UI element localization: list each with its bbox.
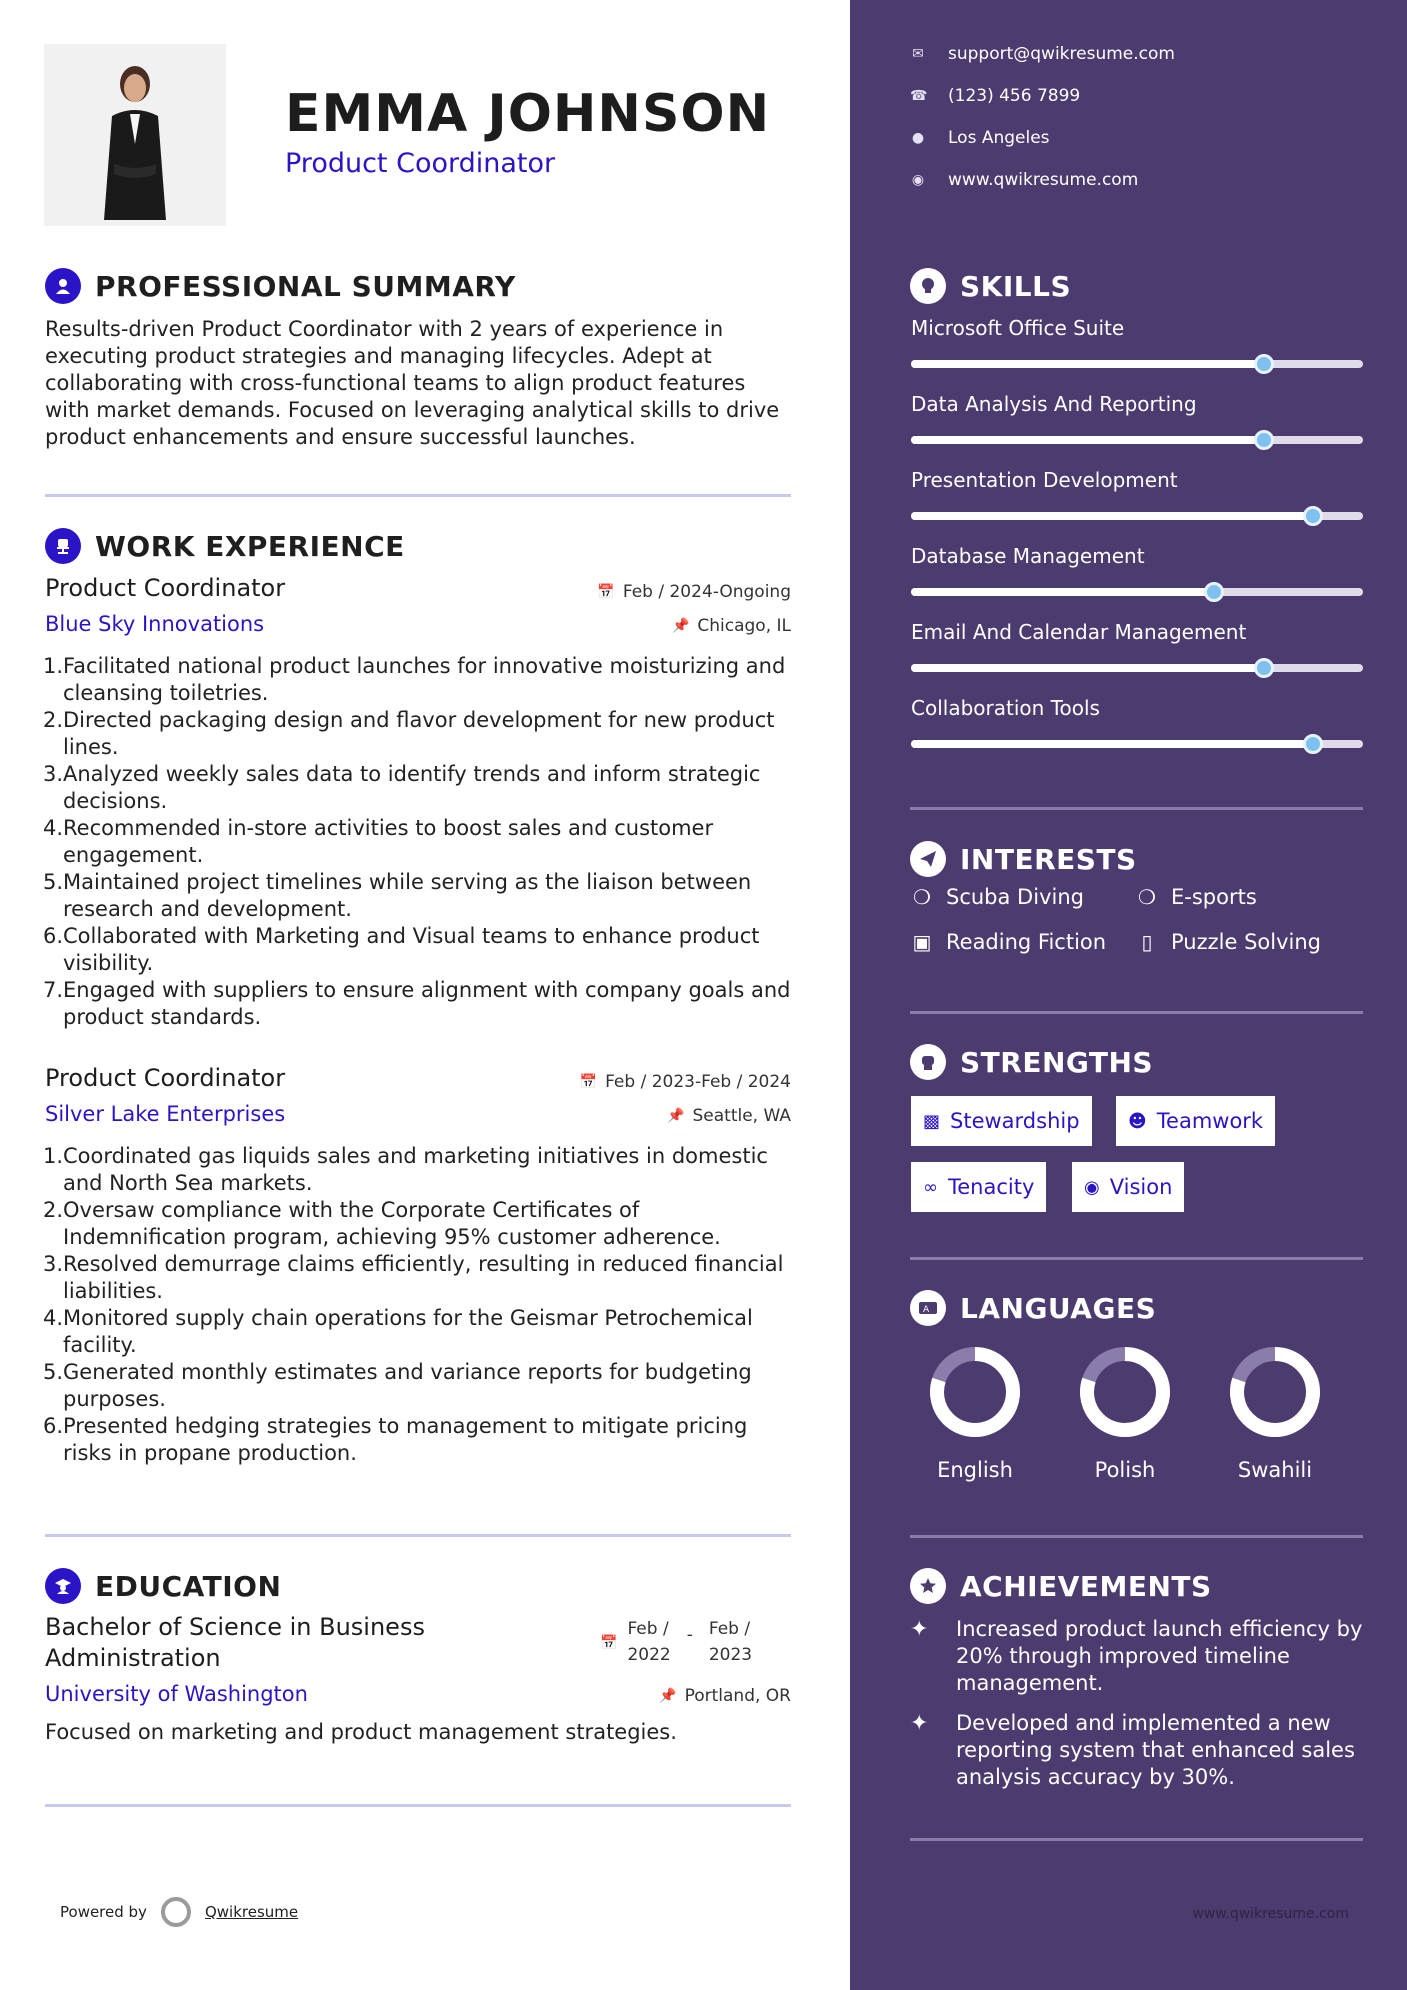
calendar-icon: 📅	[597, 584, 615, 600]
skill-label: Collaboration Tools	[911, 696, 1100, 720]
list-item: 1. Facilitated national product launches for innovative moisturizing and cleansing toiletries.	[43, 654, 786, 705]
list-item: 1. Coordinated gas liquids sales and marketing initiatives in domestic and North Sea markets.	[43, 1144, 768, 1195]
strengths-header	[910, 1044, 1153, 1080]
interest-item: ▣ Reading Fiction	[910, 930, 1106, 954]
calendar-icon: 📅	[579, 1074, 598, 1090]
job-date: 📅 Feb / 2023-Feb / 2024	[579, 1072, 791, 1092]
school-location: 📌 Portland, OR	[659, 1686, 791, 1706]
achievement-item: ✦ Developed and implemented a new reporting system that enhanced sales analysis accuracy by 30%.	[910, 1711, 1355, 1789]
work-header	[45, 528, 405, 564]
fist-icon	[910, 1044, 946, 1080]
link-icon: ∞	[923, 1176, 938, 1198]
lifebuoy-icon: ❍	[913, 885, 931, 909]
skill-bar-fill	[911, 436, 1264, 444]
brand-link[interactable]: Qwikresume	[204, 1903, 299, 1921]
star-icon: ✦	[910, 1711, 929, 1736]
briefcase-icon: ▩	[923, 1110, 941, 1132]
gamepad-icon: ▣	[912, 930, 932, 954]
achievement-item: ✦ Increased product launch efficiency by 20% through improved timeline management.	[910, 1617, 1363, 1695]
skill-bar-fill	[911, 664, 1264, 672]
lightbulb-icon	[910, 268, 946, 304]
star-badge-icon	[910, 1568, 946, 1604]
work-title: WORK EXPERIENCE	[95, 529, 405, 563]
binoculars-icon: ◉	[1084, 1176, 1100, 1198]
language-label: Swahili	[1237, 1458, 1313, 1482]
divider	[910, 1838, 1363, 1841]
language-label: English	[937, 1458, 1013, 1482]
achievements-title: ACHIEVEMENTS	[960, 1569, 1212, 1603]
skill-bar	[911, 360, 1363, 368]
degree: Bachelor of Science in Business Administration	[45, 1613, 425, 1672]
language-item	[910, 1344, 1040, 1482]
pin-icon: 📌	[667, 1108, 685, 1124]
list-item: 7. Engaged with suppliers to ensure alignment with company goals and product standards.	[43, 978, 791, 1029]
skill-bar	[911, 664, 1363, 672]
interest-item: ▯ Puzzle Solving	[1135, 930, 1321, 954]
language-item	[1210, 1344, 1340, 1482]
footer-site[interactable]: www.qwikresume.com	[1192, 1906, 1349, 1922]
location-pin-icon: ●	[911, 130, 925, 146]
users-icon: ☻	[1128, 1110, 1147, 1132]
skill-bar	[911, 436, 1363, 444]
job-duties	[45, 653, 795, 1031]
strength-chip: ∞ Tenacity	[911, 1162, 1046, 1212]
achievements-header	[910, 1568, 1212, 1604]
graduate-icon	[45, 1568, 81, 1604]
skill-label: Email And Calendar Management	[911, 620, 1247, 644]
book-icon: ▯	[1141, 930, 1153, 954]
skills-title: SKILLS	[960, 269, 1072, 303]
summary-header	[45, 268, 516, 304]
skill-bar-fill	[911, 588, 1214, 596]
calendar-icon: 📅	[600, 1635, 618, 1651]
language-ring	[927, 1344, 1023, 1440]
user-icon	[45, 268, 81, 304]
skill-level-knob	[1254, 354, 1274, 374]
skill-level-knob	[1254, 658, 1274, 678]
skill-label: Database Management	[911, 544, 1145, 568]
skills-header	[910, 268, 1071, 304]
skill-bar-fill	[911, 740, 1313, 748]
job-date: 📅 Feb / 2024-Ongoing	[597, 582, 791, 602]
job-location: 📌 Seattle, WA	[667, 1106, 791, 1126]
list-item: 5. Generated monthly estimates and variance reports for budgeting purposes.	[43, 1360, 752, 1411]
language-label: Polish	[1094, 1458, 1156, 1482]
strength-chip: ☻ Teamwork	[1116, 1096, 1275, 1146]
list-item: 5. Maintained project timelines while serving as the liaison between research and development.	[43, 870, 752, 921]
school-name: University of Washington	[45, 1682, 308, 1706]
language-icon	[910, 1290, 946, 1326]
star-icon: ✦	[910, 1617, 929, 1642]
paper-plane-icon	[910, 841, 946, 877]
summary-text: Results-driven Product Coordinator with 2 years of experience in executing product strategies and managing lifecycles. Adept at collaborating with cross-functional teams to align product features with market demands. Focused on leveraging analytical skills to drive product enhancements and ensure successful launches.	[45, 317, 780, 449]
candidate-role: Product Coordinator	[285, 148, 556, 179]
list-item: 4. Monitored supply chain operations for the Geismar Petrochemical facility.	[43, 1306, 753, 1357]
divider	[45, 1804, 791, 1807]
list-item: 6. Presented hedging strategies to management to mitigate pricing risks in propane production.	[43, 1414, 748, 1465]
interest-item: ❍ E-sports	[1135, 885, 1257, 909]
job-location: 📌 Chicago, IL	[671, 616, 791, 636]
strength-chip: ▩ Stewardship	[911, 1096, 1092, 1146]
company-name: Silver Lake Enterprises	[45, 1102, 286, 1126]
job-title: Product Coordinator	[45, 574, 286, 602]
summary-title: PROFESSIONAL SUMMARY	[95, 269, 516, 303]
education-title: EDUCATION	[95, 1569, 282, 1603]
pin-icon: 📌	[671, 618, 690, 634]
sidebar	[850, 0, 1407, 1990]
interest-item: ❍ Scuba Diving	[910, 885, 1084, 909]
list-item: 2. Oversaw compliance with the Corporate Certificates of Indemnification program, achieving 95% customer adherence.	[43, 1198, 721, 1249]
divider	[910, 1011, 1363, 1014]
skill-level-knob	[1204, 582, 1224, 602]
candidate-name: EMMA JOHNSON	[285, 84, 771, 144]
phone-icon: ☎	[910, 88, 928, 104]
list-item: 3. Resolved demurrage claims efficiently, resulting in reduced financial liabilities.	[43, 1252, 784, 1303]
skill-bar-fill	[911, 512, 1313, 520]
skill-bar-fill	[911, 360, 1264, 368]
list-item: 6. Collaborated with Marketing and Visual teams to enhance product visibility.	[43, 924, 760, 975]
contact-website[interactable]: ◉ www.qwikresume.com	[911, 170, 1139, 190]
strengths-title: STRENGTHS	[960, 1045, 1154, 1079]
skill-bar	[911, 740, 1363, 748]
languages-header	[910, 1290, 1156, 1326]
divider	[910, 1535, 1363, 1538]
skill-label: Presentation Development	[911, 468, 1178, 492]
contact-email[interactable]: ✉ support@qwikresume.com	[910, 44, 1175, 64]
profile-photo	[44, 44, 226, 226]
contact-location: ● Los Angeles	[911, 128, 1050, 148]
qwikresume-logo-icon	[161, 1897, 191, 1927]
strength-chip: ◉ Vision	[1072, 1162, 1184, 1212]
interests-title: INTERESTS	[960, 842, 1137, 876]
company-name: Blue Sky Innovations	[45, 612, 265, 636]
skill-level-knob	[1303, 734, 1323, 754]
divider	[910, 1257, 1363, 1260]
job-duties	[45, 1143, 795, 1467]
skill-level-knob	[1303, 506, 1323, 526]
list-item: 3. Analyzed weekly sales data to identify trends and inform strategic decisions.	[43, 762, 761, 813]
skill-label: Data Analysis And Reporting	[911, 392, 1197, 416]
lifebuoy-icon: ❍	[1138, 885, 1156, 909]
skill-label: Microsoft Office Suite	[911, 316, 1125, 340]
list-item: 4. Recommended in-store activities to boost sales and customer engagement.	[43, 816, 714, 867]
pin-icon: 📌	[659, 1688, 677, 1704]
education-dates: 📅 Feb / 2022 - Feb / 2023	[600, 1616, 752, 1668]
language-ring	[1077, 1344, 1173, 1440]
skill-bar	[911, 588, 1363, 596]
office-chair-icon	[45, 528, 81, 564]
interests-header	[910, 841, 1137, 877]
list-item: 2. Directed packaging design and flavor development for new product lines.	[43, 708, 775, 759]
skill-level-knob	[1254, 430, 1274, 450]
svg-text:A: A	[923, 1305, 930, 1315]
education-header	[45, 1568, 281, 1604]
language-item	[1060, 1344, 1190, 1482]
globe-icon: ◉	[911, 172, 925, 188]
languages-title: LANGUAGES	[960, 1291, 1157, 1325]
divider	[910, 807, 1363, 810]
divider	[45, 494, 791, 497]
education-note: Focused on marketing and product management strategies.	[45, 1720, 677, 1744]
powered-by: Powered by Qwikresume	[60, 1897, 298, 1927]
contact-phone[interactable]: ☎ (123) 456 7899	[910, 86, 1081, 106]
job-title: Product Coordinator	[45, 1064, 286, 1092]
divider	[45, 1534, 791, 1537]
language-ring	[1227, 1344, 1323, 1440]
envelope-icon: ✉	[912, 46, 924, 62]
skill-bar	[911, 512, 1363, 520]
